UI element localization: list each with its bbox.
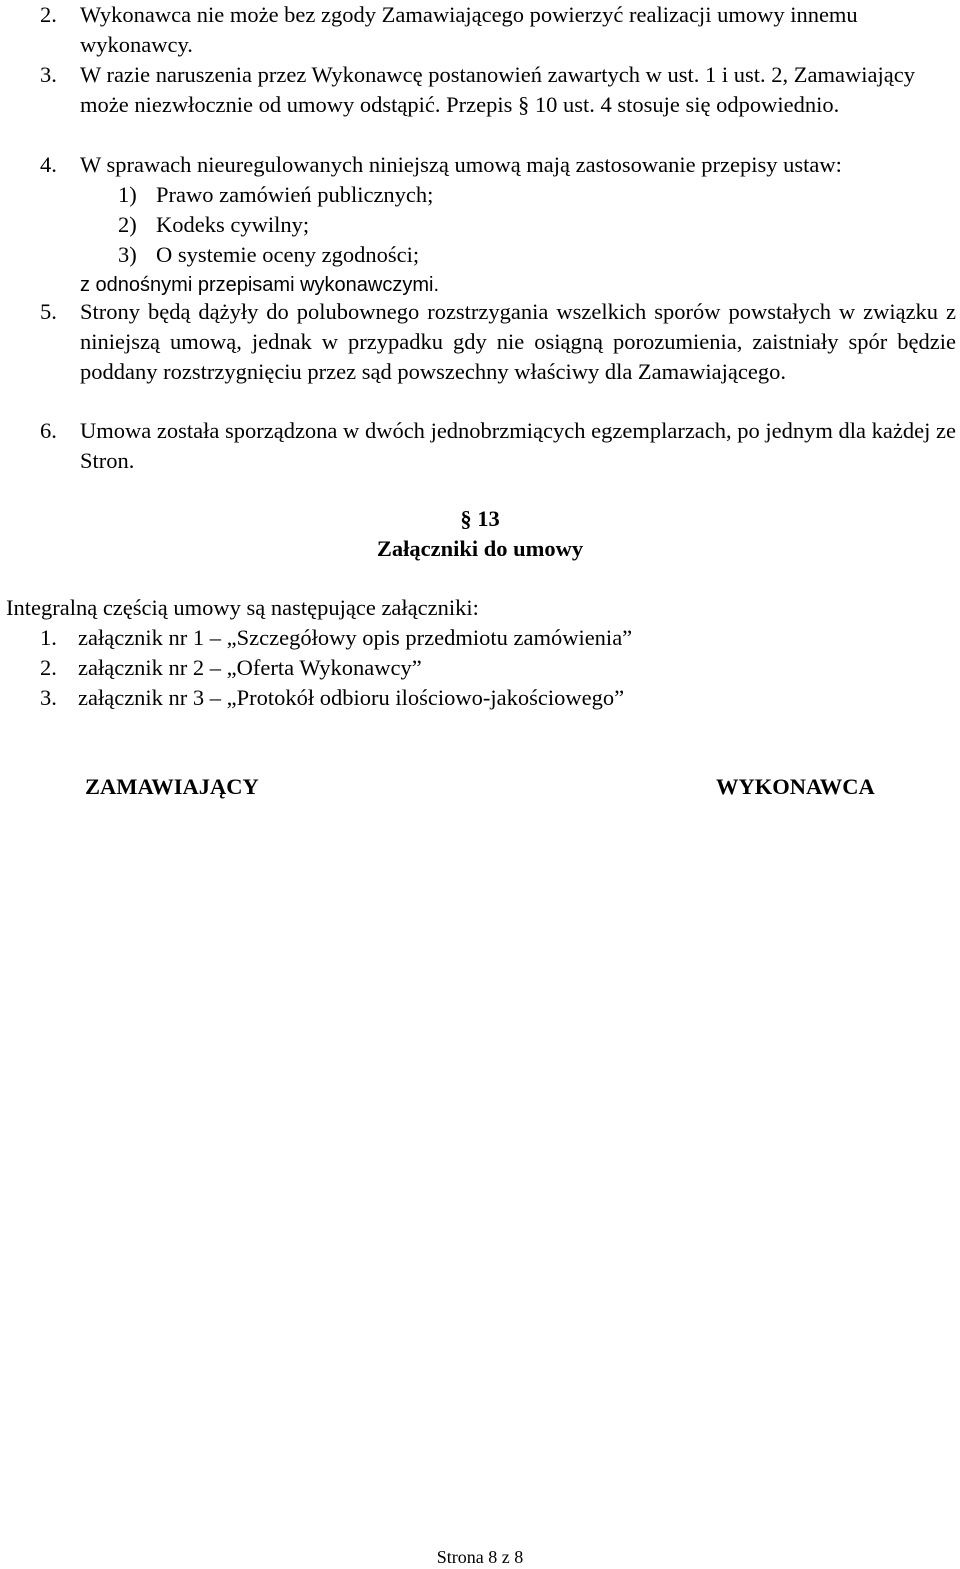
attachment-number: 3.	[40, 685, 57, 710]
clause-4	[40, 150, 956, 300]
clause-number: 3.	[40, 62, 57, 87]
attachments-intro: Integralną częścią umowy są następujące załączniki:	[6, 595, 479, 620]
clause-number: 2.	[40, 2, 57, 27]
clause-number: 6.	[40, 418, 57, 443]
clause-number: 4.	[40, 152, 57, 177]
section-title: Załączniki do umowy	[376, 536, 584, 561]
list-item	[118, 180, 956, 210]
clause-tail-text: z odnośnymi przepisami wykonawczymi.	[80, 274, 440, 296]
clause-number: 5.	[40, 299, 57, 324]
clause-text: W razie naruszenia przez Wykonawcę postanowień zawartych w ust. 1 i ust. 2, Zamawiający może niezwłocznie od umowy odstąpić. Przepis § 10 ust. 4 stosuje się odpowiednio.	[80, 62, 915, 117]
list-item	[118, 210, 956, 240]
list-item-text: Prawo zamówień publicznych;	[156, 182, 434, 207]
clause-text: W sprawach nieuregulowanych niniejszą umową mają zastosowanie przepisy ustaw:	[80, 152, 842, 177]
clause-text: Strony będą dążyły do polubownego rozstrzygania wszelkich sporów powstałych w związku z niniejszą umową, jednak w przypadku gdy nie osiągną porozumienia, zaistniały spór będzie poddany rozstrzygnięciu przez sąd powszechny właściwy dla Zamawiającego.	[80, 299, 956, 384]
attachment-item	[40, 683, 940, 713]
attachment-item	[40, 623, 940, 653]
statute-list	[118, 180, 956, 270]
clause-6	[40, 416, 956, 476]
attachment-number: 1.	[40, 625, 57, 650]
clause-5	[40, 297, 956, 387]
attachment-text: załącznik nr 3 – „Protokół odbioru ilościowo-jakościowego”	[78, 685, 625, 710]
signature-ordering-party: ZAMAWIAJĄCY	[85, 774, 259, 799]
list-item-text: Kodeks cywilny;	[156, 212, 310, 237]
attachments-list	[40, 623, 940, 713]
clause-3	[40, 60, 956, 120]
list-item-number: 3)	[118, 242, 137, 267]
clause-2	[40, 0, 956, 60]
attachment-text: załącznik nr 2 – „Oferta Wykonawcy”	[78, 655, 422, 680]
list-item	[118, 240, 956, 270]
attachment-item	[40, 653, 940, 683]
list-item-text: O systemie oceny zgodności;	[156, 242, 420, 267]
clause-text: Wykonawca nie może bez zgody Zamawiającego powierzyć realizacji umowy innemu wykonawcy.	[80, 2, 858, 57]
signature-contractor: WYKONAWCA	[716, 774, 875, 799]
list-item-number: 2)	[118, 212, 137, 237]
attachment-text: załącznik nr 1 – „Szczegółowy opis przedmiotu zamówienia”	[78, 625, 633, 650]
page-number-footer: Strona 8 z 8	[436, 1547, 524, 1567]
section-number: § 13	[460, 506, 500, 531]
list-item-number: 1)	[118, 182, 137, 207]
clause-text: Umowa została sporządzona w dwóch jednobrzmiących egzemplarzach, po jednym dla każdej ze Stron.	[80, 418, 956, 473]
attachment-number: 2.	[40, 655, 57, 680]
